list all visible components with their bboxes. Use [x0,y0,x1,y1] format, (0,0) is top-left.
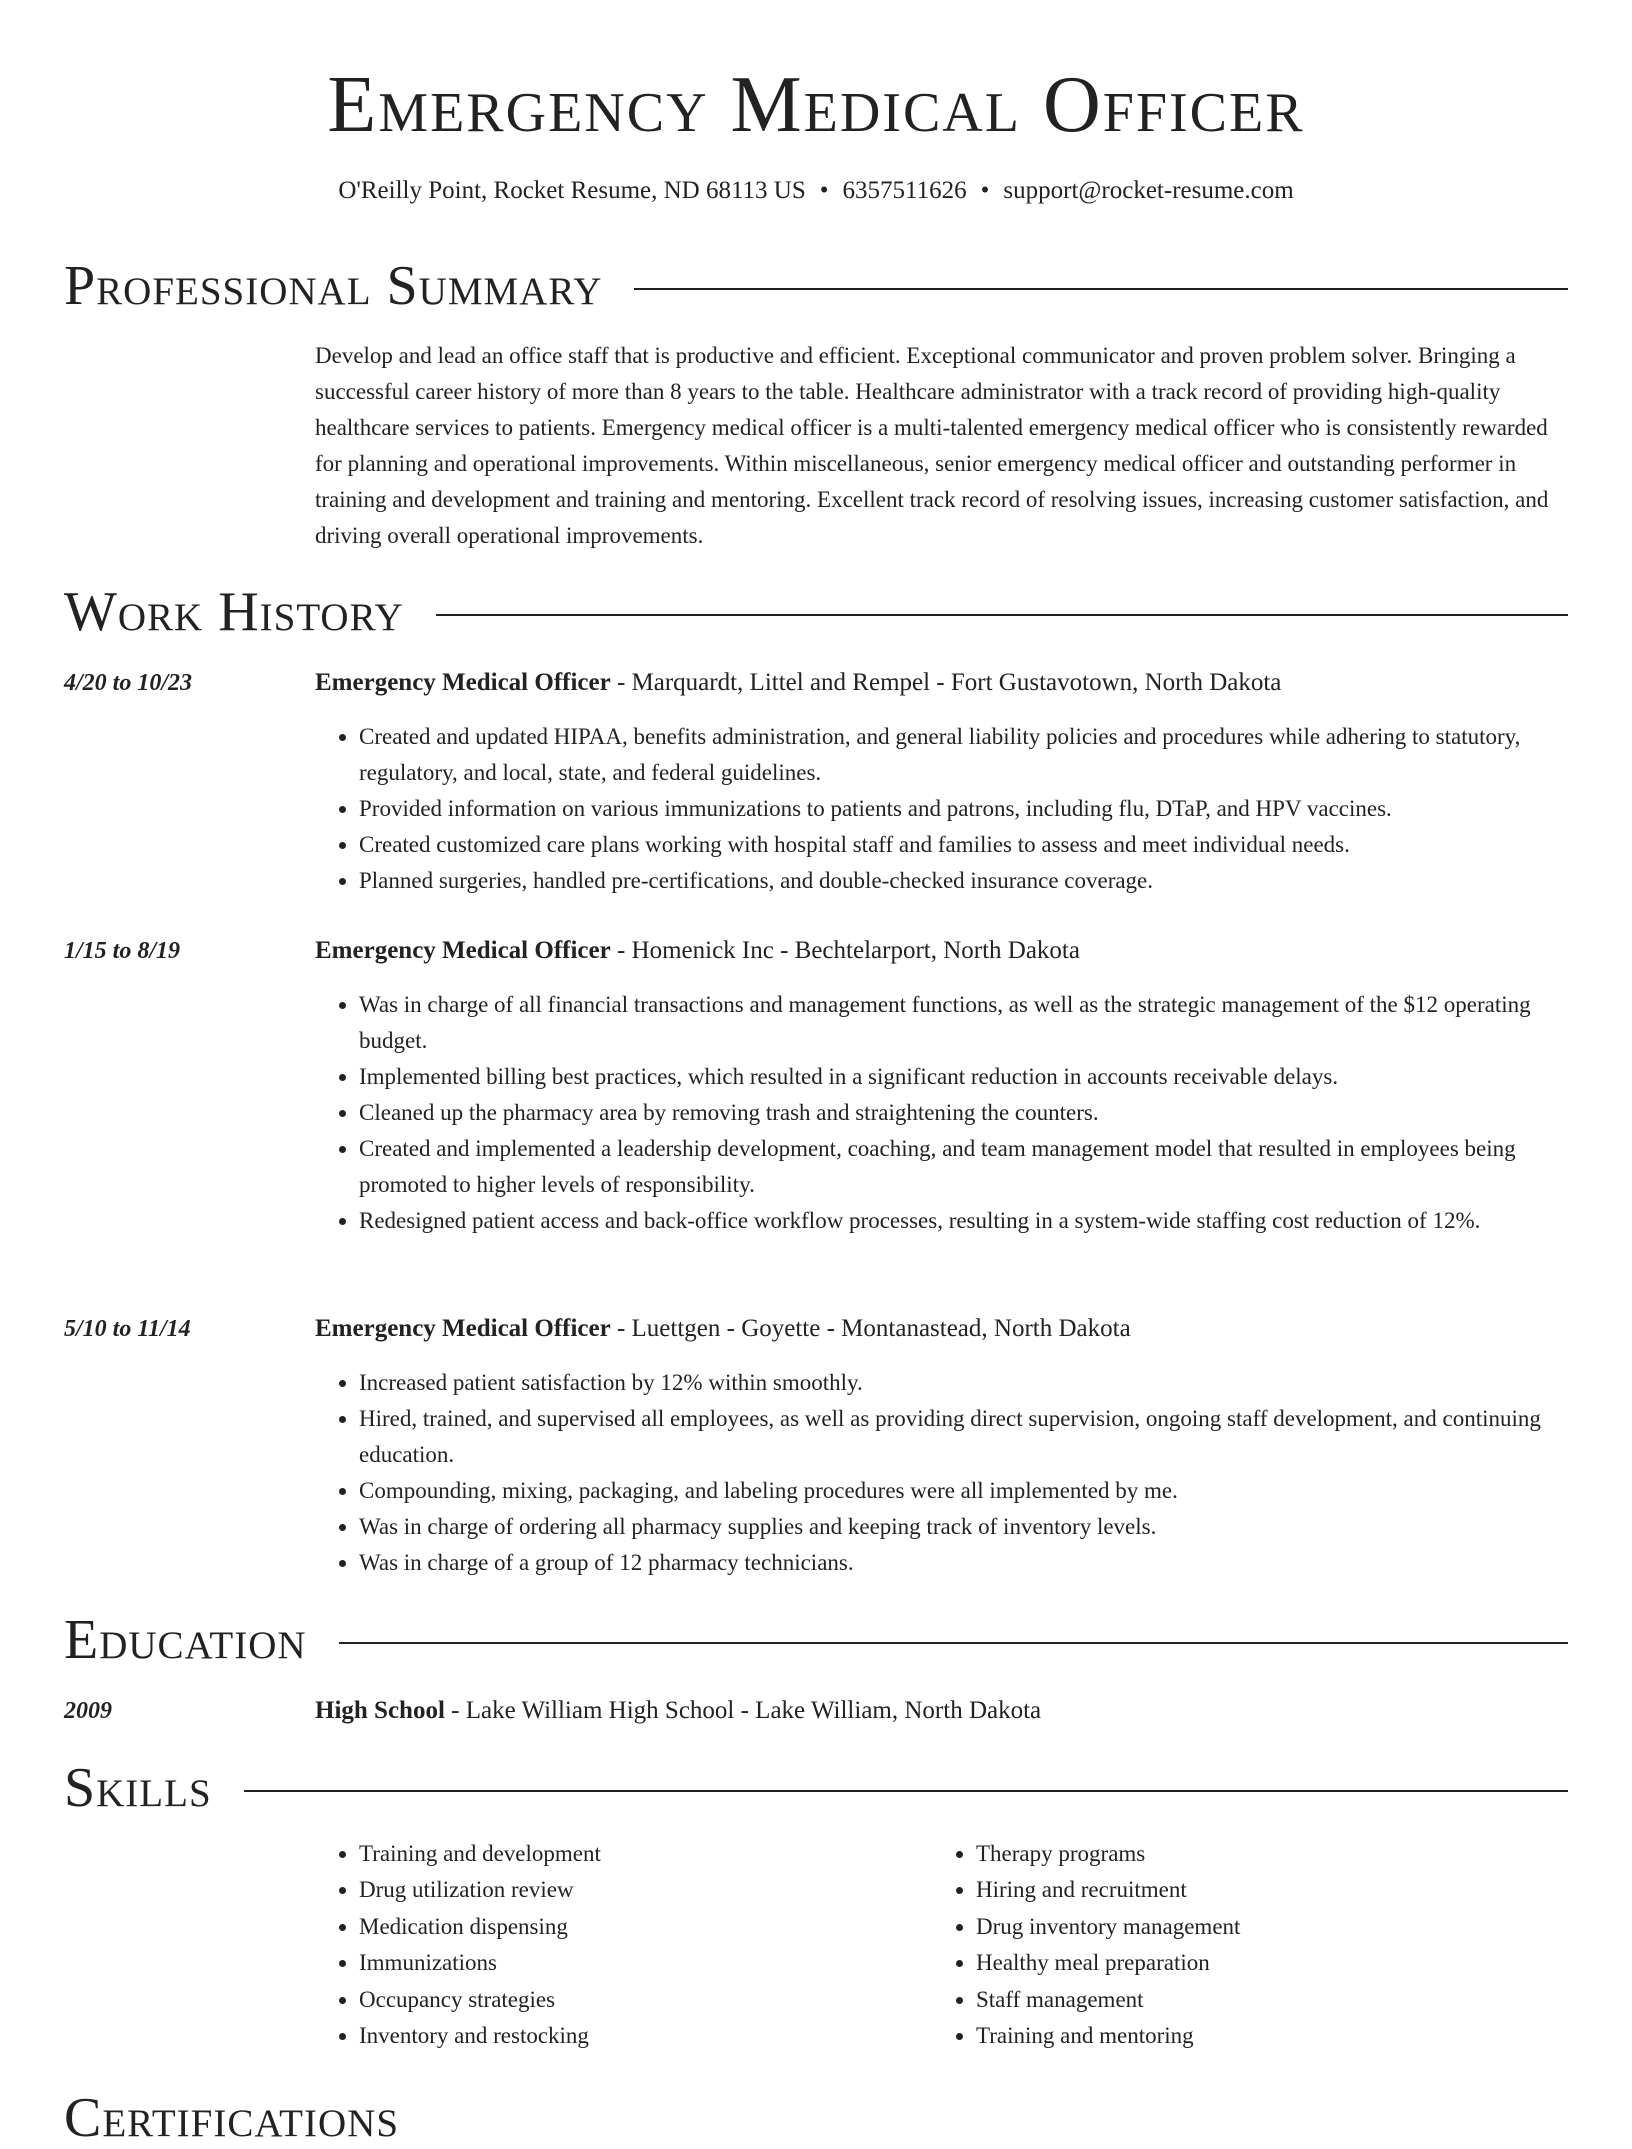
skill-item: • Therapy programs [976,1836,1549,1872]
job-heading [315,1314,1131,1344]
section-divider [436,614,1568,616]
education-title: Education [64,1609,307,1671]
summary-text: Develop and lead an office staff that is productive and efficient. Exceptional communicator and proven problem solver. Bringing a successful career history of more than 8 years to the table. Healthcare administrator with a track record of providing high-quality healthcare services to patients. Emergency medical officer is a multi-talented emergency medical officer who is consistently rewarded for planning and operational improvements. Within miscellaneous, senior emergency medical officer and outstanding performer in training and development and training and mentoring. Excellent track record of resolving issues, increasing customer satisfaction, and driving overall operational improvements. [315,343,1549,548]
job-employer: - Marquardt, Littel and Rempel - Fort Gustavotown, North Dakota [610,669,1282,696]
skill-item: • Staff management [976,1982,1549,2018]
resume-name: Emergency Medical Officer [327,61,1305,149]
job-bullet: • Created and implemented a leadership development, coaching, and team management model that resulted in employees being promoted to higher levels of responsibility. [359,1131,1570,1203]
job-bullet: • Created customized care plans working with hospital staff and families to assess and meet individual needs. [359,827,1570,863]
job-bullet: • Was in charge of all financial transactions and management functions, as well as the strategic management of the $12 operating budget. [359,987,1570,1059]
education-year: 2009 [64,1698,112,1724]
section-divider [634,288,1568,290]
job-bullets [315,719,1570,899]
education-section-heading [64,1610,1568,1670]
skill-item: • Occupancy strategies [359,1982,932,2018]
skills-title: Skills [64,1757,212,1819]
contact-separator: • [819,177,829,204]
section-divider [339,1642,1568,1644]
skill-item: • Training and development [359,1836,932,1872]
job-bullet: • Planned surgeries, handled pre-certifications, and double-checked insurance coverage. [359,863,1570,899]
skill-item: • Hiring and recruitment [976,1872,1549,1908]
job-heading [315,668,1281,698]
contact-line [0,176,1632,206]
skill-item: • Inventory and restocking [359,2018,932,2054]
job-employer: - Luettgen - Goyette - Montanastead, North Dakota [610,1315,1131,1342]
skills-section-heading [64,1758,1568,1818]
summary-title: Professional Summary [64,255,603,317]
summary-section-heading [64,256,1568,316]
education-degree: High School [315,1697,445,1724]
job-bullet: • Cleaned up the pharmacy area by removing trash and straightening the counters. [359,1095,1570,1131]
certifications-section-heading [64,2088,1568,2148]
job-bullet: • Provided information on various immunizations to patients and patrons, including flu, DTaP, and HPV vaccines. [359,791,1570,827]
section-divider [244,1790,1568,1792]
contact-phone: 6357511626 [842,177,967,204]
skills-list [315,1836,1570,2054]
job-dates: 4/20 to 10/23 [64,670,193,696]
job-dates: 5/10 to 11/14 [64,1316,191,1342]
job-bullet: • Redesigned patient access and back-office workflow processes, resulting in a system-wide staffing cost reduction of 12%. [359,1203,1570,1239]
job-role: Emergency Medical Officer [315,1315,611,1342]
job-bullets [315,1365,1570,1581]
contact-address: O'Reilly Point, Rocket Resume, ND 68113 US [338,177,806,204]
contact-separator: • [980,177,990,204]
job-bullet: • Was in charge of ordering all pharmacy supplies and keeping track of inventory levels. [359,1509,1570,1545]
skill-item: • Training and mentoring [976,2018,1549,2054]
job-bullet: • Hired, trained, and supervised all employees, as well as providing direct supervision, ongoing staff development, and continuing education. [359,1401,1570,1473]
skill-item: • Medication dispensing [359,1909,932,1945]
job-bullets [315,987,1570,1239]
work-title: Work History [64,581,404,643]
job-employer: - Homenick Inc - Bechtelarport, North Dakota [610,937,1080,964]
job-dates: 1/15 to 8/19 [64,938,181,964]
skills-column-left [315,1836,932,2054]
job-bullet: • Increased patient satisfaction by 12% within smoothly. [359,1365,1570,1401]
skill-item: • Immunizations [359,1945,932,1981]
job-bullet: • Implemented billing best practices, which resulted in a significant reduction in accounts receivable delays. [359,1059,1570,1095]
job-heading [315,936,1080,966]
work-section-heading [64,582,1568,642]
job-role: Emergency Medical Officer [315,669,611,696]
education-school: - Lake William High School - Lake William, North Dakota [444,1697,1042,1724]
skill-item: • Drug utilization review [359,1872,932,1908]
education-heading [315,1696,1041,1726]
job-bullet: • Compounding, mixing, packaging, and labeling procedures were all implemented by me. [359,1473,1570,1509]
skill-item: • Drug inventory management [976,1909,1549,1945]
contact-email: support@rocket-resume.com [1003,177,1294,204]
skills-column-right [932,1836,1549,2054]
job-bullet: • Was in charge of a group of 12 pharmacy technicians. [359,1545,1570,1581]
job-role: Emergency Medical Officer [315,937,611,964]
skill-item: • Healthy meal preparation [976,1945,1549,1981]
certifications-title: Certifications [64,2087,400,2149]
job-bullet: • Created and updated HIPAA, benefits administration, and general liability policies and procedures while adhering to statutory, regulatory, and local, state, and federal guidelines. [359,719,1570,791]
